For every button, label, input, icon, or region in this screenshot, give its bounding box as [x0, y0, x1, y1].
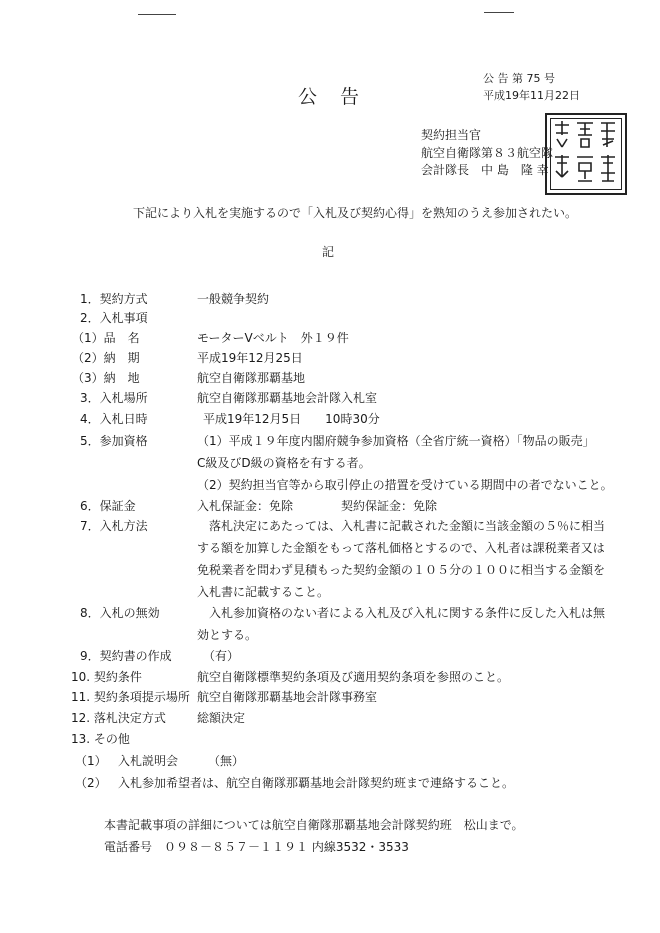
- item-13a-value: 入札説明会 （無）: [118, 754, 245, 768]
- item-8-label: 8．入札の無効: [80, 606, 160, 620]
- item-7-line-4: 入札書に記載すること。: [197, 585, 330, 599]
- item-11-label: 11. 契約条項提示場所: [71, 690, 190, 704]
- item-5-label: 5．参加資格: [80, 434, 148, 448]
- item-7-line-3: 免税業者を問わず見積もった契約金額の１０５分の１００に相当する金額を: [197, 563, 606, 577]
- item-9-label: 9．契約書の作成: [80, 649, 172, 663]
- item-5-line-1: （1）平成１９年度内閣府競争参加資格（全省庁統一資格）「物品の販売」: [197, 434, 595, 448]
- seal-glyphs-icon: [547, 115, 625, 193]
- intro-text: 下記により入札を実施するので「入札及び契約心得」を熟知のうえ参加されたい。: [133, 206, 578, 220]
- footer-contact: 本書記載事項の詳細については航空自衛隊那覇基地会計隊契約班 松山まで。: [104, 818, 524, 832]
- item-2b-value: 平成19年12月25日: [197, 351, 303, 365]
- item-13-label: 13. その他: [71, 732, 130, 746]
- item-1-label: 1．契約方式: [80, 292, 148, 306]
- footer-phone: 電話番号 ０９８－８５７－１１９１ 内線3532・3533: [104, 840, 409, 854]
- item-6-value: 入札保証金：免除 契約保証金：免除: [197, 499, 438, 513]
- issuer-name: 会計隊長 中 島 隆 幸: [421, 163, 549, 177]
- item-2c-value: 航空自衛隊那覇基地: [197, 371, 306, 385]
- item-10-label: 10. 契約条件: [71, 670, 142, 684]
- official-seal: [545, 113, 627, 195]
- item-13b-value: 入札参加希望者は、航空自衛隊那覇基地会計隊契約班まで連絡すること。: [118, 776, 515, 790]
- scan-artifact: [484, 12, 514, 13]
- item-11-value: 航空自衛隊那覇基地会計隊事務室: [197, 690, 378, 704]
- item-13b-label: （2）: [75, 776, 107, 790]
- item-5-line-2: C級及びD級の資格を有する者。: [197, 456, 371, 470]
- item-2b-label: （2）納 期: [72, 351, 140, 365]
- item-4-value: 平成19年12月5日 10時30分: [203, 412, 380, 426]
- item-12-value: 総額決定: [197, 711, 246, 725]
- item-8-line-1: 入札参加資格のない者による入札及び入札に関する条件に反した入札は無: [209, 606, 606, 620]
- item-8-line-2: 効とする。: [197, 628, 258, 642]
- item-9-value: （有）: [203, 649, 240, 663]
- item-2-label: 2．入札事項: [80, 311, 148, 325]
- item-7-label: 7．入札方法: [80, 519, 148, 533]
- item-6-label: 6．保証金: [80, 499, 136, 513]
- item-4-label: 4．入札日時: [80, 412, 148, 426]
- notice-date: 平成19年11月22日: [483, 89, 580, 102]
- item-12-label: 12. 落札決定方式: [71, 711, 166, 725]
- scan-artifact: [138, 14, 176, 15]
- item-2a-value: モーターVベルト 外１９件: [197, 331, 349, 345]
- item-10-value: 航空自衛隊標準契約条項及び適用契約条項を参照のこと。: [197, 670, 510, 684]
- ki-heading: 記: [322, 245, 335, 259]
- item-3-label: 3．入札場所: [80, 391, 148, 405]
- issuer-unit: 航空自衛隊第８３航空隊: [421, 146, 554, 160]
- page-title: 公 告: [298, 86, 362, 108]
- item-7-line-2: する額を加算した金額をもって落札価格とするので、入札者は課税業者又は: [197, 541, 605, 555]
- issuer-title: 契約担当官: [421, 128, 482, 142]
- item-2c-label: （3）納 地: [72, 371, 140, 385]
- item-7-line-1: 落札決定にあたっては、入札書に記載された金額に当該金額の５％に相当: [209, 519, 606, 533]
- notice-number: 公 告 第 75 号: [483, 72, 555, 85]
- item-2a-label: （1）品 名: [72, 331, 140, 345]
- item-5-line-3: （2）契約担当官等から取引停止の措置を受けている期間中の者でないこと。: [197, 478, 613, 492]
- item-3-value: 航空自衛隊那覇基地会計隊入札室: [197, 391, 378, 405]
- item-13a-label: （1）: [75, 754, 107, 768]
- item-1-value: 一般競争契約: [197, 292, 270, 306]
